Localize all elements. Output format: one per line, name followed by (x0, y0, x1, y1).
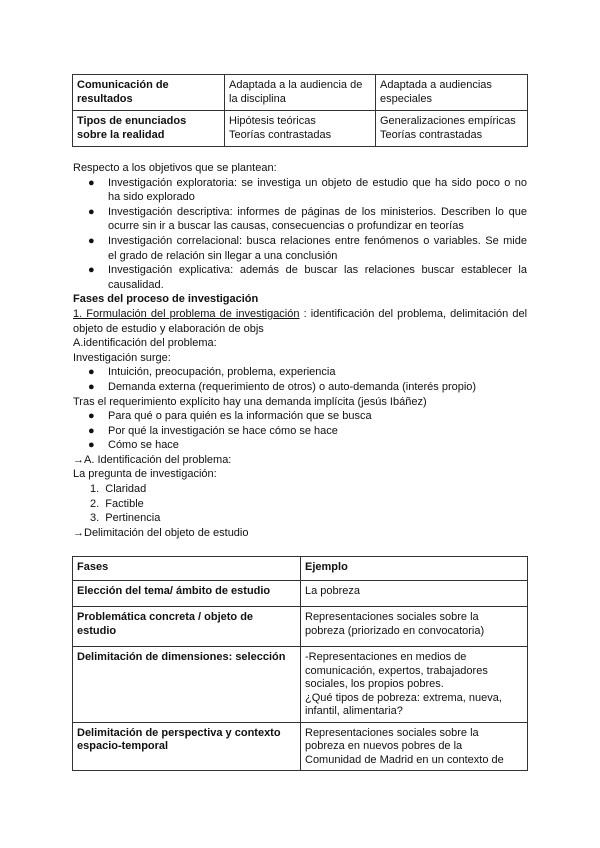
list-item (73, 409, 527, 424)
column-header: Fases (73, 557, 301, 581)
table-cell: Representaciones sociales sobre la pobreza en nuevos pobres de la Comunidad de Madrid en un contexto de (301, 722, 528, 771)
line: ha sido explorado (108, 191, 195, 204)
subheading: A.identificación del problema: (73, 337, 217, 350)
line: Para qué o para quién es la información que se busca (108, 410, 372, 423)
table-header-row (73, 557, 528, 581)
table-row (73, 75, 528, 111)
table-row (73, 111, 528, 147)
table-cell: Tipos de enunciados sobre la realidad (73, 111, 225, 147)
line: Cómo se hace (108, 439, 179, 452)
bullet-icon: ● (88, 176, 95, 189)
bullet-icon: ● (88, 366, 95, 379)
table-row (73, 647, 528, 723)
table-row (73, 607, 528, 647)
research-types-table (72, 74, 528, 147)
table-row (73, 722, 528, 771)
list-item (73, 424, 527, 439)
bullet-icon: ● (88, 234, 95, 247)
table-cell: -Representaciones en medios de comunicación, expertos, trabajadores sociales, los propios pobres. ¿Qué tipos de pobreza: extrema, nueva, infantil, alimentaria? (301, 647, 528, 723)
line: Investigación exploratoria: se investiga un objeto de estudio que ha sido poco o no (108, 176, 527, 189)
list-item (73, 205, 527, 234)
table-cell: Adaptada a audiencias especiales (376, 75, 528, 111)
table-cell: Generalizaciones empíricas Teorías contrastadas (376, 111, 528, 147)
document-body (73, 161, 527, 540)
list-item (73, 263, 527, 292)
section-heading: Fases del proceso de investigación (73, 293, 259, 306)
table-cell: Problemática concreta / objeto de estudio (73, 607, 301, 647)
line: Intuición, preocupación, problema, experiencia (108, 366, 336, 379)
table-cell: Delimitación de perspectiva y contexto espacio-temporal (73, 722, 301, 771)
subheading: →Delimitación del objeto de estudio (73, 526, 249, 539)
table-cell: La pobreza (301, 581, 528, 607)
line: Demanda externa (requerimiento de otros) o auto-demanda (interés propio) (108, 380, 477, 393)
bullet-icon: ● (88, 380, 95, 393)
bullet-icon: ● (88, 410, 95, 423)
table-cell: Delimitación de dimensiones: selección (73, 647, 301, 723)
bullet-icon: ● (88, 264, 95, 277)
numbered-item: 2. Factible (90, 497, 144, 510)
numbered-item: 3. Pertinencia (90, 512, 161, 525)
numbered-item: 1. Claridad (90, 483, 147, 496)
list-item (73, 438, 527, 453)
line: causalidad. (108, 278, 164, 291)
table-cell: Elección del tema/ ámbito de estudio (73, 581, 301, 607)
table-row (73, 581, 528, 607)
list-item (73, 234, 527, 263)
bullet-icon: ● (88, 205, 95, 218)
paragraph: Respecto a los objetivos que se plantean: (73, 162, 277, 174)
line: Investigación correlacional: busca relaciones entre fenómenos o variables. Se mide (108, 234, 527, 247)
step-description: : identificación del problema, delimitación del (299, 307, 528, 320)
list-item (73, 365, 527, 380)
line: objeto de estudio y elaboración de objs (73, 322, 264, 335)
bullet-icon: ● (88, 439, 95, 452)
table-cell: Comunicación de resultados (73, 75, 225, 111)
line: Investigación descriptiva: informes de páginas de los ministerios. Describen lo que (108, 205, 527, 218)
list-item (73, 176, 527, 205)
table-cell: Adaptada a la audiencia de la disciplina (225, 75, 376, 111)
paragraph: La pregunta de investigación: (73, 468, 217, 481)
bullet-icon: ● (88, 424, 95, 437)
line: ocurre sin ir a buscar las causas, consecuencias o profundizar en teorías (108, 220, 464, 233)
line: Por qué la investigación se hace cómo se hace (108, 424, 338, 437)
paragraph: Investigación surge: (73, 351, 171, 364)
phases-table (72, 556, 528, 771)
line: el grado de relación sin llegar a una conclusión (108, 249, 338, 262)
table-cell: Representaciones sociales sobre la pobreza (priorizado en convocatoria) (301, 607, 528, 647)
list-item (73, 380, 527, 395)
line: Investigación explicativa: además de buscar las relaciones buscar establecer la (108, 264, 527, 277)
subheading: →A. Identificación del problema: (73, 453, 232, 466)
table-cell: Hipótesis teóricas Teorías contrastadas (225, 111, 376, 147)
paragraph: Tras el requerimiento explícito hay una demanda implícita (jesús Ibáñez) (73, 395, 427, 408)
column-header: Ejemplo (301, 557, 528, 581)
step-title: 1. Formulación del problema de investigación (73, 307, 300, 320)
paragraph (73, 307, 527, 322)
